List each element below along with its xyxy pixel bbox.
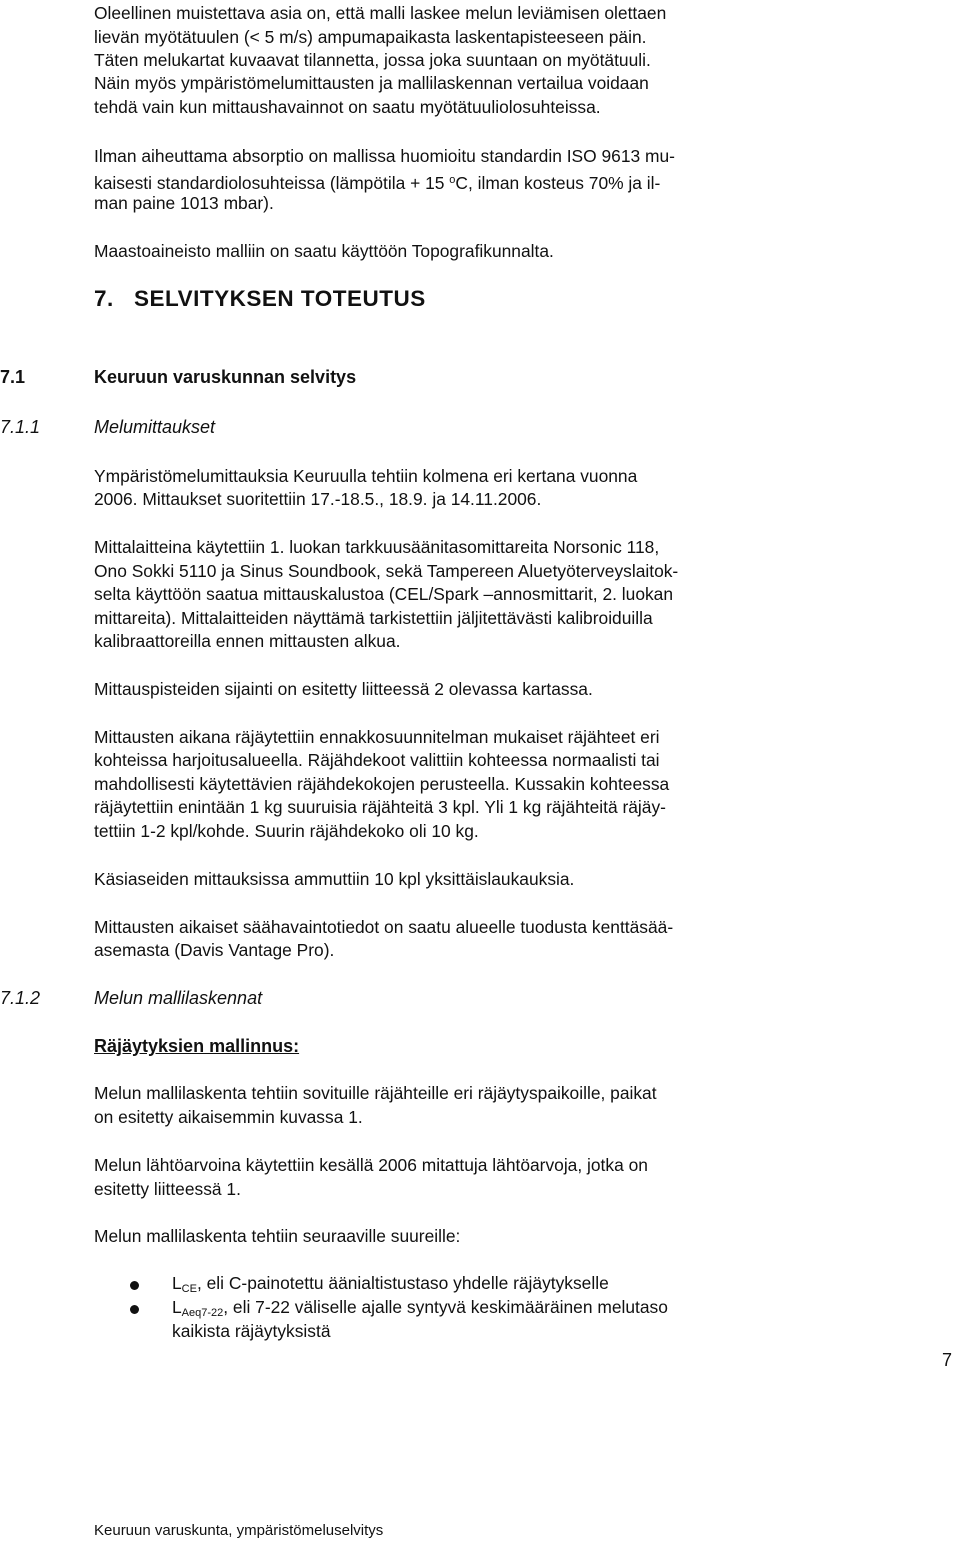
handgun-paragraph: Käsiaseiden mittauksissa ammuttiin 10 kpl yksittäislaukauksia. xyxy=(94,869,575,889)
subsubsection-number: 7.1.1 xyxy=(0,417,41,437)
text-line: Mittausten aikaiset säähavaintotiedot on saatu alueelle tuodusta kenttäsää- xyxy=(94,917,674,937)
text-line: 2006. Mittaukset suoritettiin 17.-18.5., 18.9. ja 14.11.2006. xyxy=(94,489,542,509)
subsubsection-title: Melun mallilaskennat xyxy=(94,988,263,1008)
text-line: selta käyttöön saatua mittauskalustoa (CEL/Spark –annosmittarit, 2. luokan xyxy=(94,584,674,604)
degree-superscript: o xyxy=(449,174,456,186)
text-line: tehdä vain kun mittaushavainnot on saatu myötätuuliolosuhteissa. xyxy=(94,97,601,117)
bullet-dot-icon xyxy=(130,1305,139,1314)
text-line: asemasta (Davis Vantage Pro). xyxy=(94,940,335,960)
subsection-title: Keuruun varuskunnan selvitys xyxy=(94,367,357,387)
text-line: Melun mallilaskenta tehtiin sovituille räjähteille eri räjäytyspaikoille, paikat xyxy=(94,1083,657,1103)
list-item-text: , eli 7-22 väliselle ajalle syntyvä keskimääräinen melutaso xyxy=(223,1297,668,1317)
text-line: Ilman aiheuttama absorptio on mallissa huomioitu standardin ISO 9613 mu- xyxy=(94,146,675,166)
terrain-paragraph: Maastoaineisto malliin on saatu käyttöön Topografikunnalta. xyxy=(94,241,554,261)
text-line: on esitetty aikaisemmin kuvassa 1. xyxy=(94,1107,363,1127)
subsubsection-title: Melumittaukset xyxy=(94,417,216,437)
text-line: Oleellinen muistettava asia on, että malli laskee melun leviämisen olettaen xyxy=(94,3,667,23)
text-line: Ono Sokki 5110 ja Sinus Soundbook, sekä Tampereen Aluetyöterveyslaitok- xyxy=(94,561,679,581)
symbol: L xyxy=(172,1273,182,1293)
section-title: SELVITYKSEN TOTEUTUS xyxy=(134,286,426,311)
quantities-paragraph: Melun mallilaskenta tehtiin seuraaville suureille: xyxy=(94,1226,461,1246)
symbol: L xyxy=(172,1297,182,1317)
text-line: Mittalaitteina käytettiin 1. luokan tarkkuusäänitasomittareita Norsonic 118, xyxy=(94,537,660,557)
underlined-subheading: Räjäytyksien mallinnus: xyxy=(94,1036,300,1056)
text-line: kohteissa harjoitusalueella. Räjähdekoot valittiin kohteessa normaalisti tai xyxy=(94,750,660,770)
list-item-text: , eli C-painotettu äänialtistustaso yhdelle räjäytykselle xyxy=(196,1273,609,1293)
text-line: Melun lähtöarvoina käytettiin kesällä 2006 mitattuja lähtöarvoja, jotka on xyxy=(94,1155,648,1175)
text-line: mahdollisesti käytettävien räjähdekokojen perusteella. Kussakin kohteessa xyxy=(94,774,670,794)
text-fragment: kaisesti standardiolosuhteissa (lämpötila + 15 xyxy=(94,173,450,193)
text-line: Mittausten aikana räjäytettiin ennakkosuunnitelman mukaiset räjähteet eri xyxy=(94,727,660,747)
subsubsection-number: 7.1.2 xyxy=(0,988,41,1008)
subsection-number: 7.1 xyxy=(0,367,26,387)
text-line: mittareita). Mittalaitteiden näyttämä tarkistettiin jäljitettävästi kalibroiduilla xyxy=(94,608,653,628)
bullet-dot-icon xyxy=(130,1281,139,1290)
text-line: Täten melukartat kuvaavat tilannetta, jossa joka suuntaan on myötätuuli. xyxy=(94,50,651,70)
page-number: 7 xyxy=(941,1350,952,1370)
list-item-continuation: kaikista räjäytyksistä xyxy=(172,1321,331,1341)
text-line: lievän myötätuulen (< 5 m/s) ampumapaikasta laskentapisteeseen päin. xyxy=(94,27,647,47)
text-line: Ympäristömelumittauksia Keuruulla tehtiin kolmena eri kertana vuonna xyxy=(94,466,638,486)
text-line: Näin myös ympäristömelumittausten ja mallilaskennan vertailua voidaan xyxy=(94,73,649,93)
page-footer: Keuruun varuskunta, ympäristömeluselvitys xyxy=(94,1522,384,1539)
symbol-subscript: CE xyxy=(181,1283,197,1295)
text-line: tettiin 1-2 kpl/kohde. Suurin räjähdekoko oli 10 kg. xyxy=(94,821,479,841)
text-line: esitetty liitteessä 1. xyxy=(94,1179,241,1199)
text-line: räjäytettiin enintään 1 kg suuruisia räjähteitä 3 kpl. Yli 1 kg räjähteitä räjäy- xyxy=(94,797,666,817)
text-fragment: C, ilman kosteus 70% ja il- xyxy=(455,173,661,193)
section-number: 7. xyxy=(94,286,114,311)
text-line: kalibraattoreilla ennen mittausten alkua. xyxy=(94,631,401,651)
symbol-subscript: Aeq7-22 xyxy=(181,1307,224,1319)
section-heading xyxy=(94,286,426,312)
points-paragraph: Mittauspisteiden sijainti on esitetty liitteessä 2 olevassa kartassa. xyxy=(94,679,593,699)
text-line: man paine 1013 mbar). xyxy=(94,193,274,213)
